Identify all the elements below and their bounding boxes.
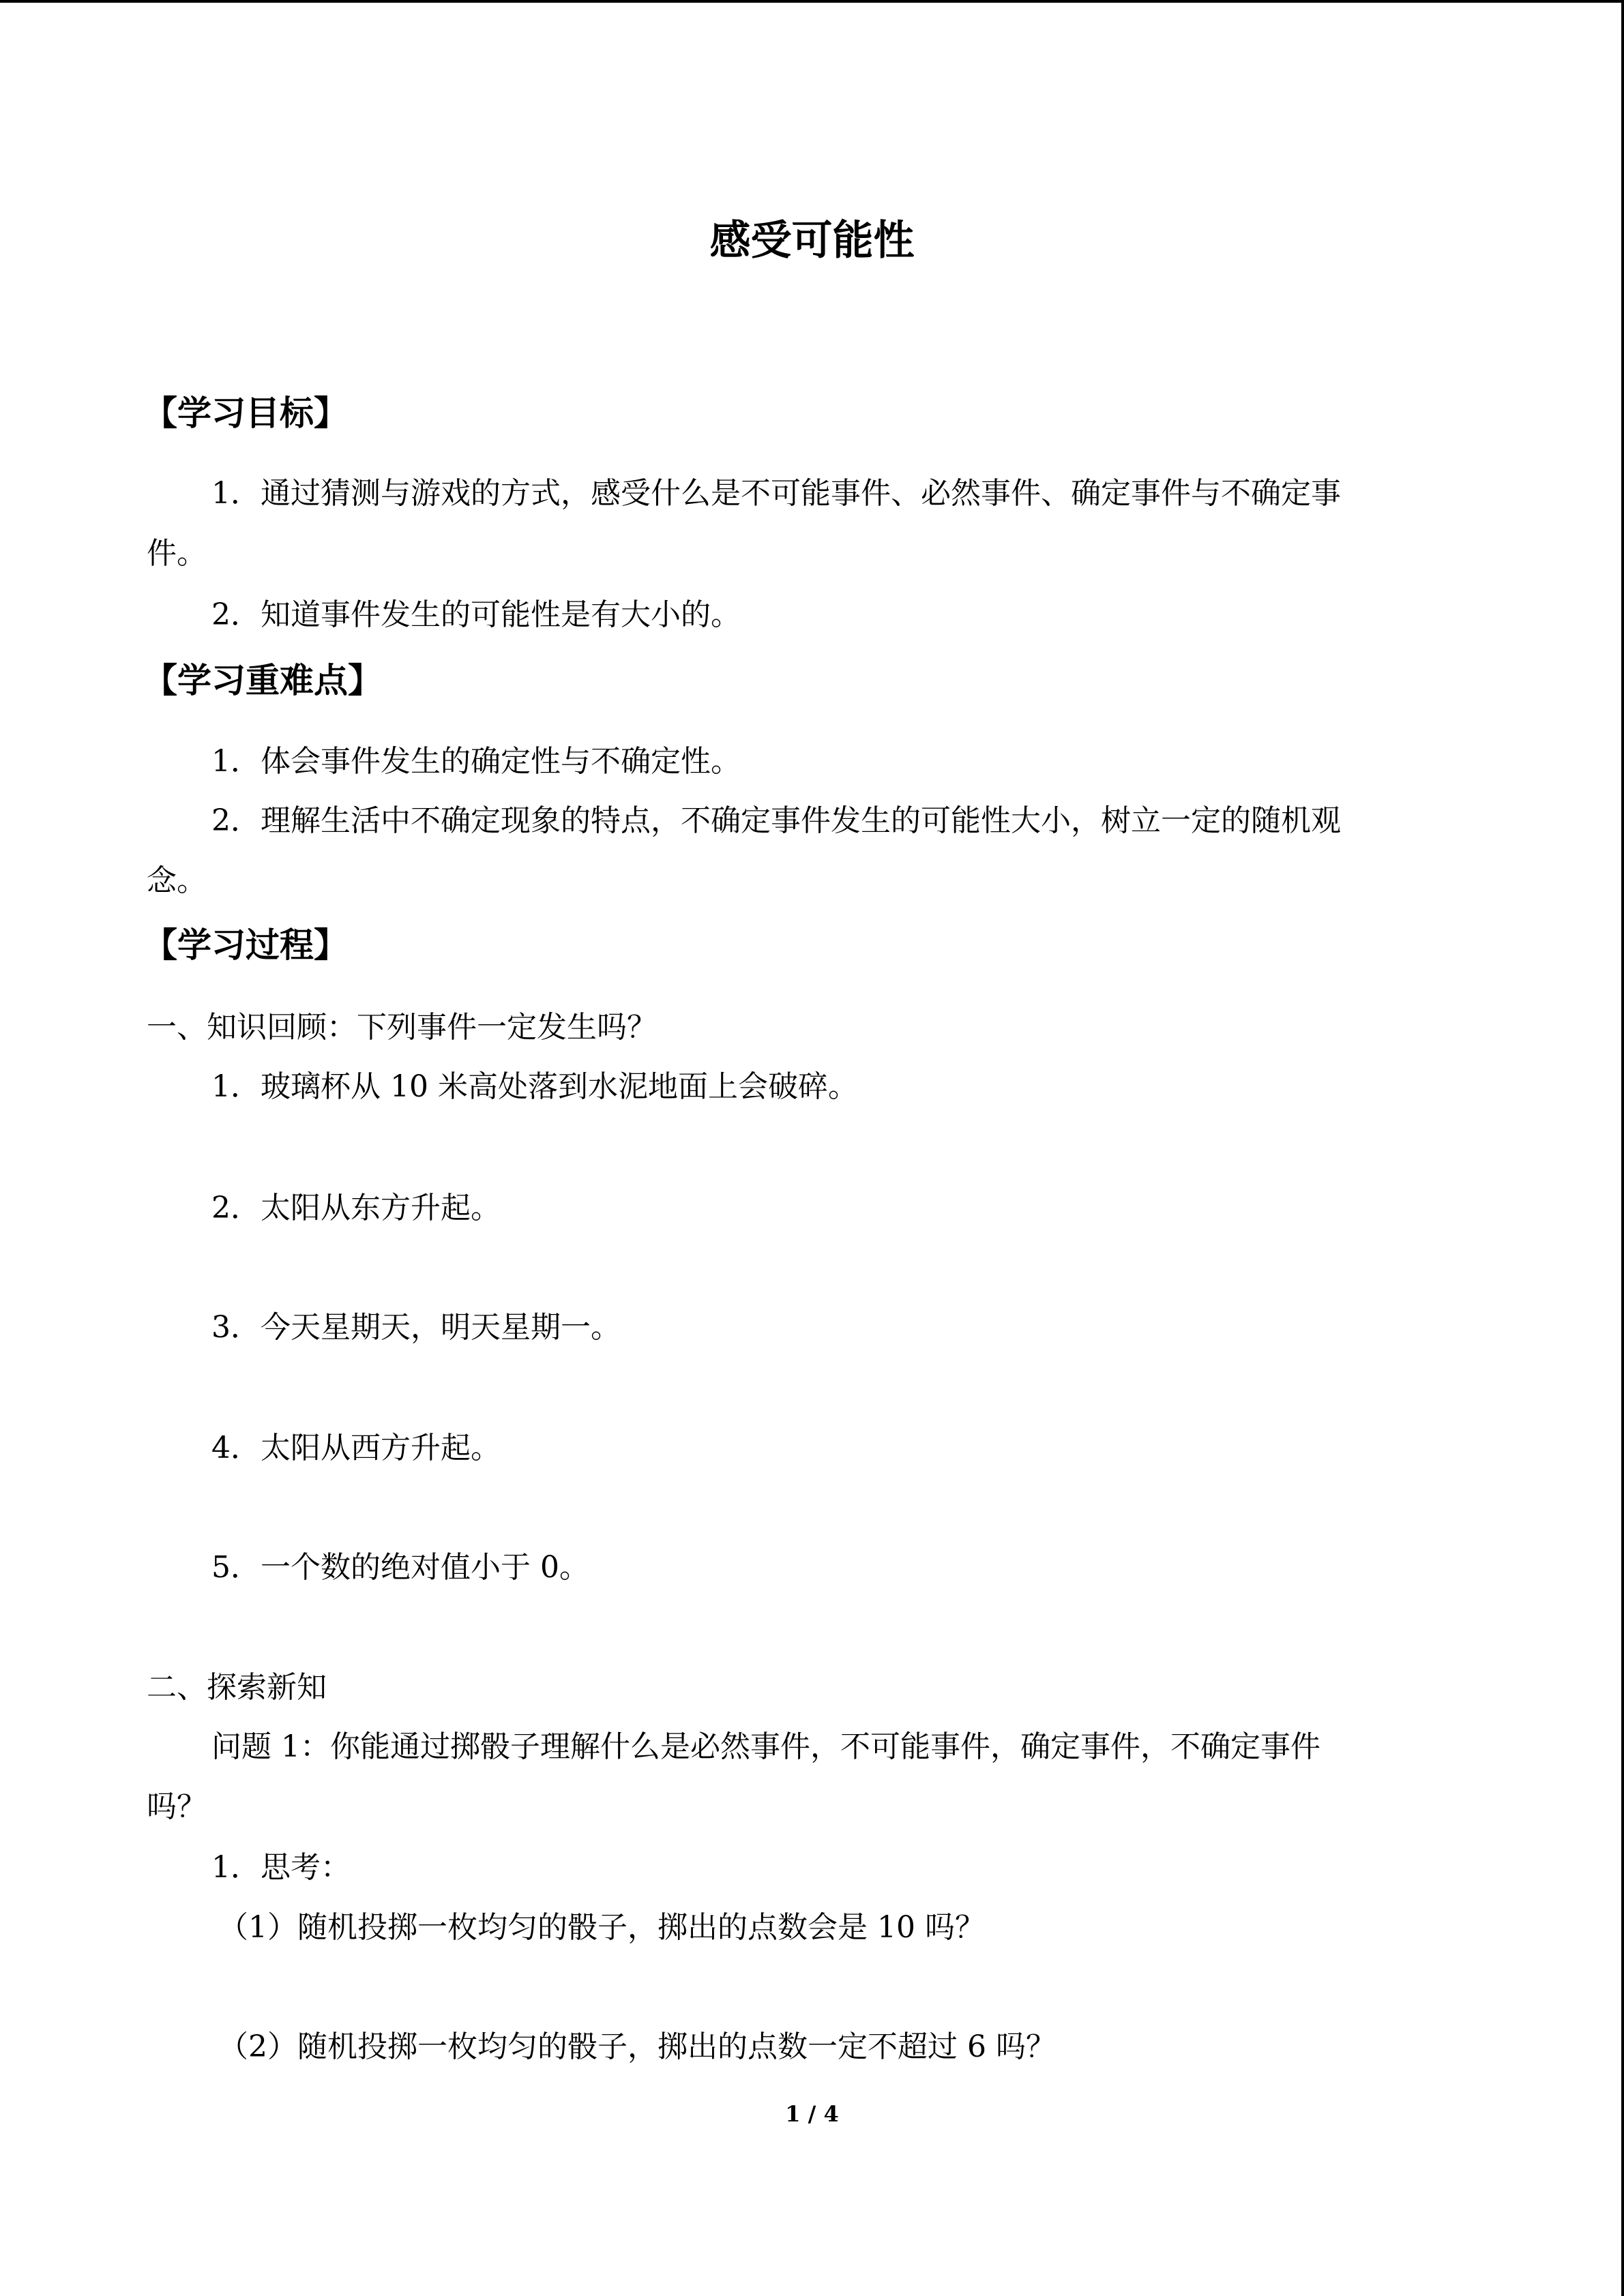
review-item-1: 1．玻璃杯从 10 米高处落到水泥地面上会破碎。 — [211, 1069, 858, 1104]
section-heading-process: 【学习过程】 — [143, 925, 348, 965]
page-number: 1 / 4 — [785, 2101, 839, 2127]
part2-title: 二、探索新知 — [147, 1670, 327, 1705]
goal-item-2: 2．知道事件发生的可能性是有大小的。 — [211, 597, 741, 632]
page-border-right — [1621, 0, 1624, 2296]
question-1-cont: 吗？ — [147, 1789, 207, 1824]
part1-title: 一、知识回顾：下列事件一定发生吗？ — [147, 1010, 657, 1045]
review-item-4: 4．太阳从西方升起。 — [211, 1431, 501, 1465]
question-1: 问题 1：你能通过掷骰子理解什么是必然事件，不可能事件，确定事件，不确定事件 — [211, 1729, 1320, 1764]
section-heading-key-points: 【学习重难点】 — [143, 661, 382, 700]
section-heading-goals: 【学习目标】 — [143, 393, 348, 433]
think-label: 1．思考： — [211, 1850, 351, 1885]
key-point-2-cont: 念。 — [147, 863, 207, 898]
goal-item-1-cont: 件。 — [147, 536, 207, 571]
key-point-1: 1．体会事件发生的确定性与不确定性。 — [211, 744, 741, 779]
goal-item-1: 1．通过猜测与游戏的方式，感受什么是不可能事件、必然事件、确定事件与不确定事 — [211, 476, 1341, 511]
key-point-2: 2．理解生活中不确定现象的特点，不确定事件发生的可能性大小，树立一定的随机观 — [211, 803, 1341, 838]
think-sub-1: （1）随机投掷一枚均匀的骰子，掷出的点数会是 10 吗？ — [218, 1910, 985, 1945]
review-item-2: 2．太阳从东方升起。 — [211, 1191, 501, 1225]
page-border-top — [0, 0, 1624, 3]
document-title: 感受可能性 — [709, 217, 915, 265]
think-sub-2: （2）随机投掷一枚均匀的骰子，掷出的点数一定不超过 6 吗？ — [218, 2029, 1056, 2064]
review-item-5: 5．一个数的绝对值小于 0。 — [211, 1550, 589, 1585]
review-item-3: 3．今天星期天，明天星期一。 — [211, 1310, 621, 1345]
